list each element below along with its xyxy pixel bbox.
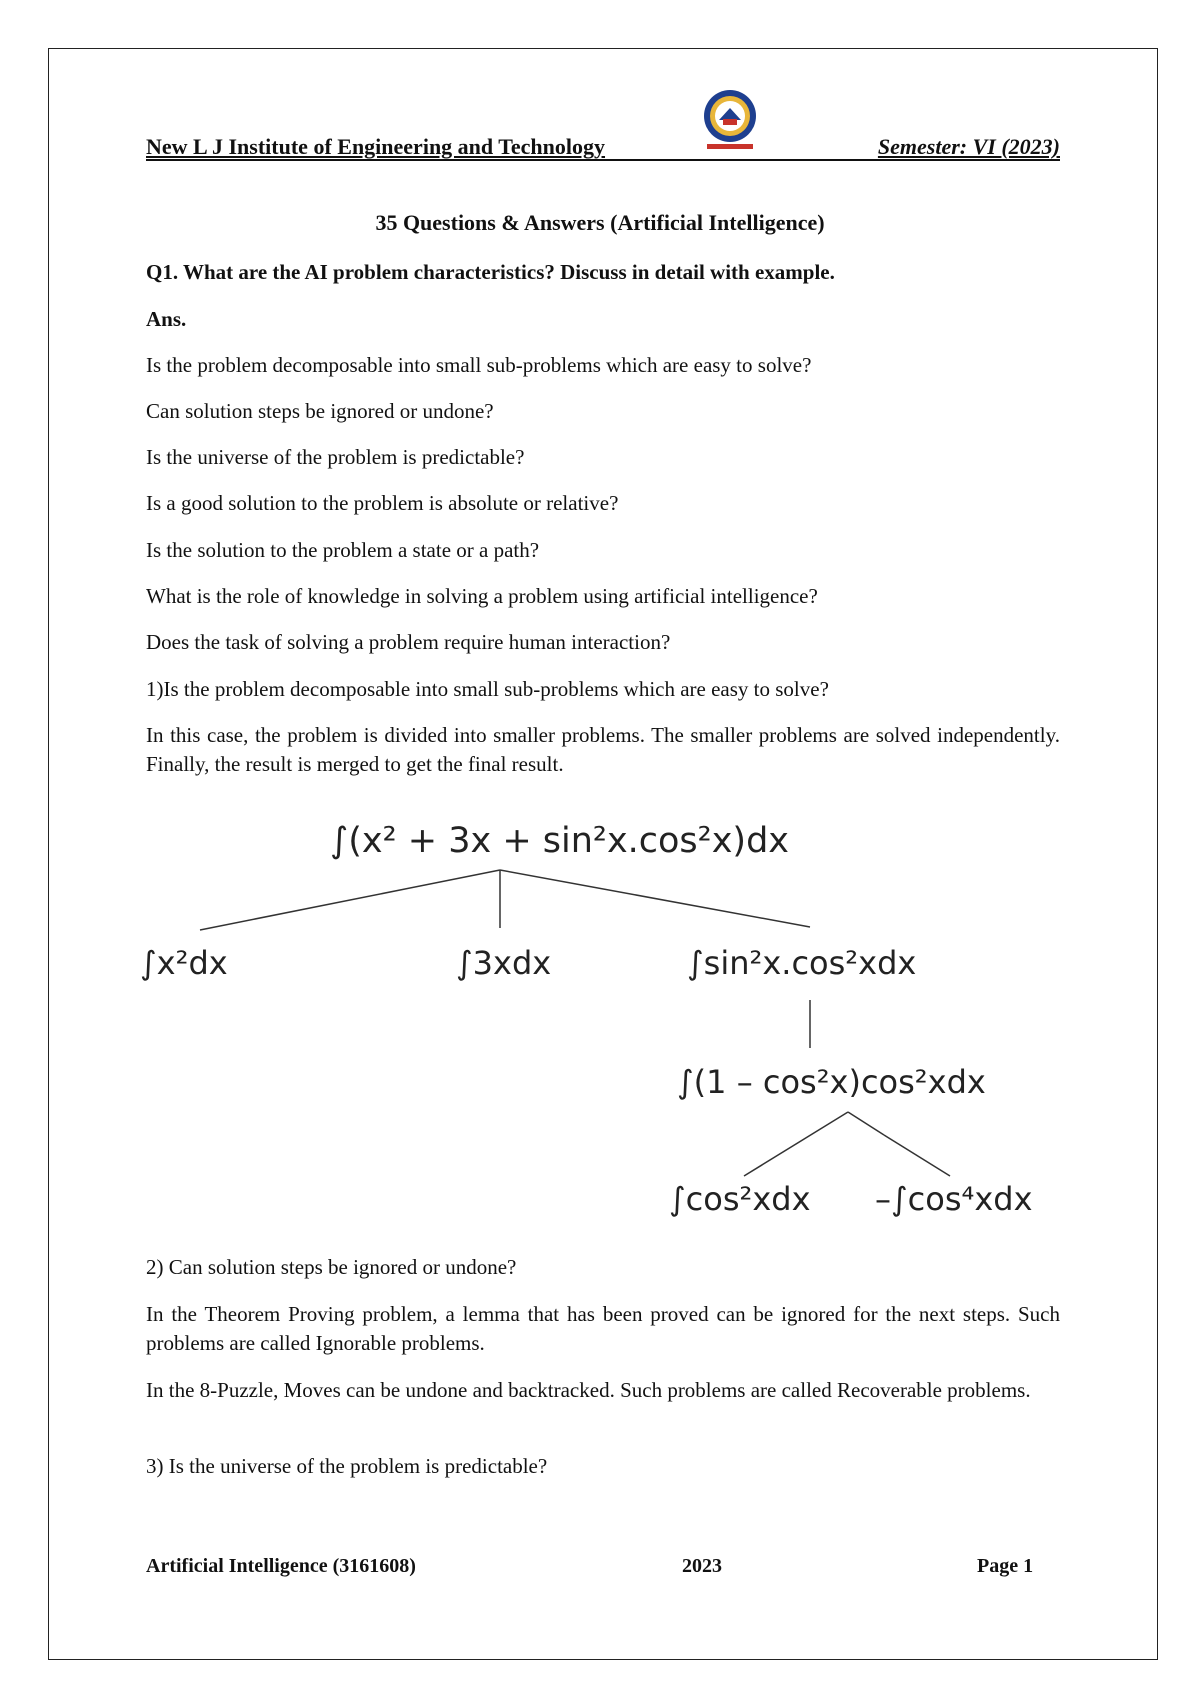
section-3-heading: 3) Is the universe of the problem is predictable? (146, 1454, 548, 1478)
tree-node-left: ∫x²dx (140, 944, 228, 982)
institute-logo (697, 88, 763, 154)
tree-root: ∫(x² + 3x + sin²x.cos²x)dx (330, 821, 789, 861)
footer-course: Artificial Intelligence (3161608) (146, 1555, 416, 1577)
tree-leaf-left: ∫cos²xdx (669, 1180, 811, 1218)
characteristic-item: Can solution steps be ignored or undone? (146, 399, 494, 423)
tree-node-right: ∫sin²x.cos²xdx (687, 944, 917, 982)
document-title: 35 Questions & Answers (Artificial Intelligence) (375, 210, 825, 235)
characteristic-item: Is a good solution to the problem is absolute or relative? (146, 491, 619, 515)
tree-edge (200, 870, 500, 930)
characteristic-item: Does the task of solving a problem require human interaction? (146, 630, 671, 654)
header-semester: Semester: VI (2023) (877, 134, 1060, 159)
tree-edge (744, 1112, 848, 1176)
tree-edge (884, 1135, 950, 1176)
characteristic-item: Is the universe of the problem is predictable? (146, 445, 525, 469)
section-2-text-1: In the Theorem Proving problem, a lemma that has been proved can be ignored for the next steps. Such problems are called Ignorable problems. (146, 1302, 1060, 1355)
section-1-text: In this case, the problem is divided into smaller problems. The smaller problems are solved independently. Finally, the result is merged to get the final result. (146, 723, 1060, 776)
characteristic-item: What is the role of knowledge in solving a problem using artificial intelligence? (146, 584, 818, 608)
decomposition-tree (140, 810, 1060, 1230)
tree-node-middle: ∫3xdx (456, 944, 552, 982)
characteristic-item: Is the solution to the problem a state or a path? (146, 538, 540, 562)
answer-label: Ans. (146, 307, 187, 331)
section-2-text-2: In the 8-Puzzle, Moves can be undone and backtracked. Such problems are called Recoverable problems. (146, 1378, 1031, 1402)
tree-node-right-child: ∫(1 – cos²x)cos²xdx (677, 1063, 986, 1101)
section-1-heading: 1)Is the problem decomposable into small sub-problems which are easy to solve? (146, 677, 829, 701)
tree-edge (500, 870, 810, 927)
characteristic-item: Is the problem decomposable into small sub-problems which are easy to solve? (146, 353, 812, 377)
tree-leaf-right: –∫cos⁴xdx (875, 1180, 1033, 1218)
tree-edge (848, 1112, 884, 1135)
question-1: Q1. What are the AI problem characteristics? Discuss in detail with example. (146, 260, 835, 284)
header-institute: New L J Institute of Engineering and Technology (146, 134, 606, 159)
section-2-heading: 2) Can solution steps be ignored or undone? (146, 1255, 517, 1279)
footer-year: 2023 (682, 1555, 722, 1577)
header-rule (146, 159, 1060, 161)
footer-page-number: Page 1 (977, 1555, 1034, 1577)
